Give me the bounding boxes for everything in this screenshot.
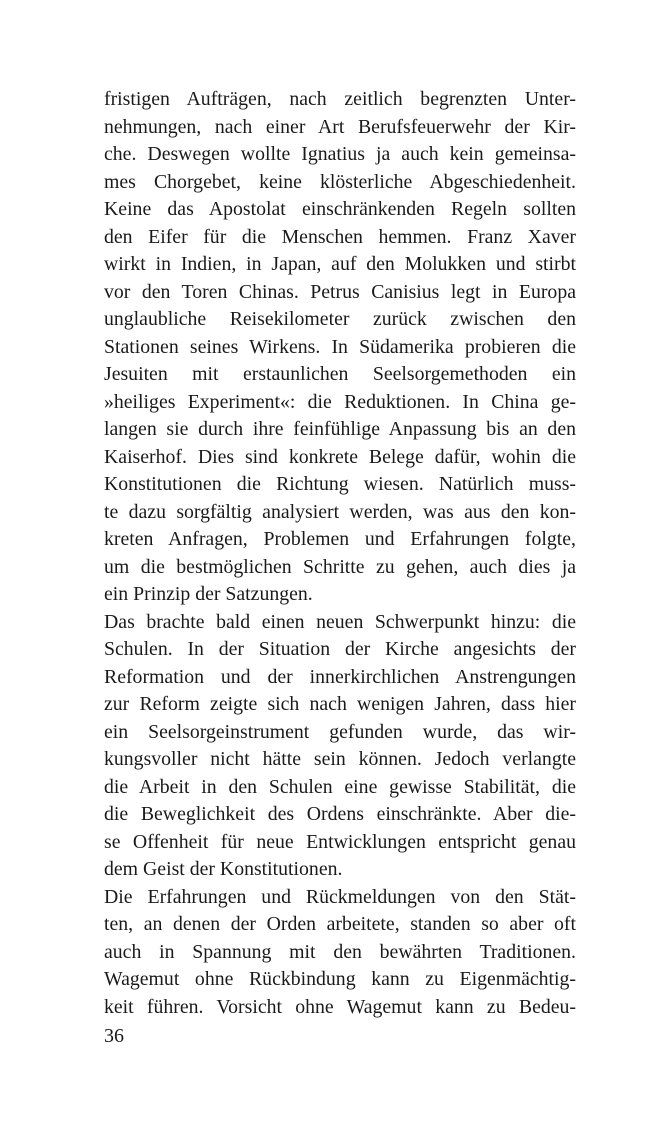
text-line: nehmungen, nach einer Art Berufsfeuerwehr der Kir-: [104, 115, 576, 138]
text-line: Reformation und der innerkirchlichen Anstrengungen: [104, 665, 576, 688]
text-line: vor den Toren Chinas. Petrus Canisius legt in Europa: [104, 280, 576, 303]
text-line: Kaiserhof. Dies sind konkrete Belege dafür, wohin die: [104, 445, 576, 468]
text-line: fristigen Aufträgen, nach zeitlich begrenzten Unter-: [104, 88, 576, 110]
text-line: ten, an denen der Orden arbeitete, standen so aber oft: [104, 913, 576, 935]
paragraph-2: [104, 609, 576, 884]
text-line: um die bestmöglichen Schritte zu gehen, auch dies ja: [104, 555, 576, 578]
text-line: »heiliges Experiment«: die Reduktionen. In China ge-: [104, 390, 576, 413]
text-line: Das brachte bald einen neuen Schwerpunkt hinzu: die: [104, 610, 576, 633]
text-line: Die Erfahrungen und Rückmeldungen von den Stät-: [104, 885, 576, 908]
page-number: 36: [104, 1025, 124, 1047]
text-line: keit führen. Vorsicht ohne Wagemut kann zu Bedeu-: [104, 995, 576, 1018]
text-line: Keine das Apostolat einschränkenden Regeln sollten: [104, 198, 576, 220]
text-line: zur Reform zeigte sich nach wenigen Jahren, dass hier: [104, 693, 576, 715]
text-line: die Beweglichkeit des Ordens einschränkte. Aber die-: [104, 803, 576, 825]
text-line: kungsvoller nicht hätte sein können. Jedoch verlangte: [104, 748, 576, 770]
text-line: ein Prinzip der Satzungen.: [104, 583, 313, 605]
page-body: [104, 86, 576, 1021]
text-line: mes Chorgebet, keine klösterliche Abgeschiedenheit.: [104, 170, 576, 193]
text-line: unglaubliche Reisekilometer zurück zwischen den: [104, 308, 576, 330]
text-line: Jesuiten mit erstaunlichen Seelsorgemethoden ein: [104, 363, 576, 385]
text-line: ein Seelsorgeinstrument gefunden wurde, das wir-: [104, 720, 576, 743]
paragraph-3: [104, 884, 576, 1022]
paragraph-1: [104, 86, 576, 609]
text-line: se Offenheit für neue Entwicklungen entspricht genau: [104, 830, 576, 853]
text-line: Stationen seines Wirkens. In Südamerika probieren die: [104, 335, 576, 358]
text-line: auch in Spannung mit den bewährten Traditionen.: [104, 940, 576, 963]
text-line: wirkt in Indien, in Japan, auf den Molukken und stirbt: [104, 253, 576, 275]
text-line: Wagemut ohne Rückbindung kann zu Eigenmächtig-: [104, 968, 576, 990]
text-line: che. Deswegen wollte Ignatius ja auch kein gemeinsa-: [104, 143, 576, 165]
text-line: langen sie durch ihre feinfühlige Anpassung bis an den: [104, 418, 576, 440]
text-line: kreten Anfragen, Problemen und Erfahrungen folgte,: [104, 528, 576, 550]
text-line: dem Geist der Konstitutionen.: [104, 858, 343, 880]
text-line: Konstitutionen die Richtung wiesen. Natürlich muss-: [104, 473, 576, 495]
text-line: die Arbeit in den Schulen eine gewisse Stabilität, die: [104, 775, 576, 798]
text-line: den Eifer für die Menschen hemmen. Franz Xaver: [104, 225, 576, 248]
text-line: Schulen. In der Situation der Kirche angesichts der: [104, 638, 576, 660]
text-line: te dazu sorgfältig analysiert werden, was aus den kon-: [104, 500, 576, 523]
